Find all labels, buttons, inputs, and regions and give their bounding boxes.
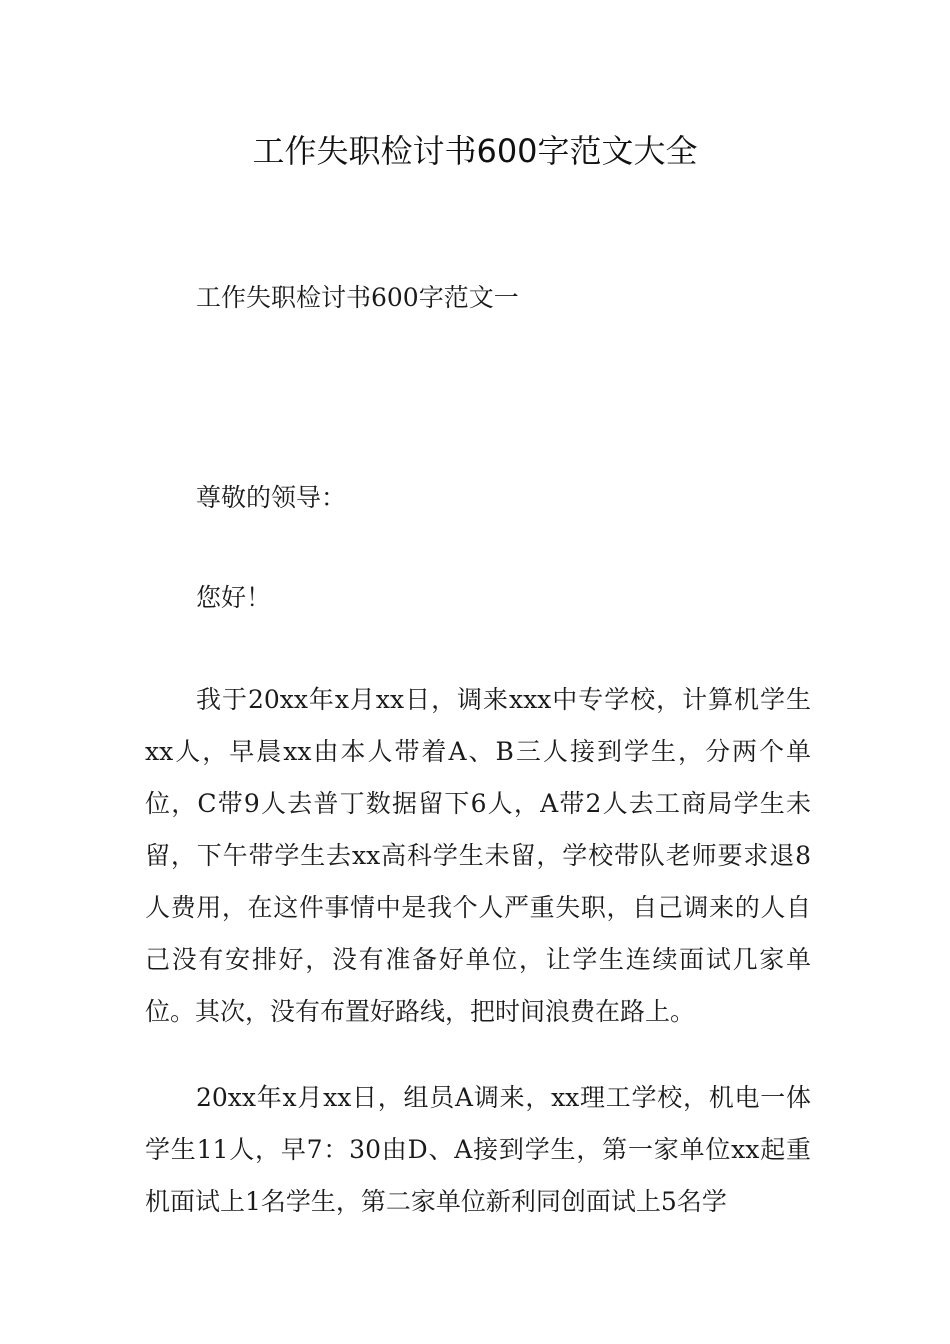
document-title: 工作失职检讨书600字范文大全 xyxy=(252,132,698,170)
body-paragraph: 20xx年x月xx日，组员A调来，xx理工学校，机电一体学生11人，早7：30由D、A接到学生，第一家单位xx起重机面试上1名学生，第二家单位新利同创面试上5名学 xyxy=(145,1083,811,1216)
section-subtitle: 工作失职检讨书600字范文一 xyxy=(196,283,519,312)
body-paragraph: 我于20xx年x月xx日，调来xxx中专学校，计算机学生xx人，早晨xx由本人带着A、B三人接到学生，分两个单位，C带9人去普丁数据留下6人，A带2人去工商局学生未留，下午带学生去xx高科学生未留，学校带队老师要求退8人费用，在这件事情中是我个人严重失职，自己调来的人自己没有安排好，没有准备好单位，让学生连续面试几家单位。其次，没有布置好路线，把时间浪费在路上。 xyxy=(145,685,811,1026)
salutation: 尊敬的领导： xyxy=(196,483,347,512)
greeting: 您好！ xyxy=(196,583,272,612)
